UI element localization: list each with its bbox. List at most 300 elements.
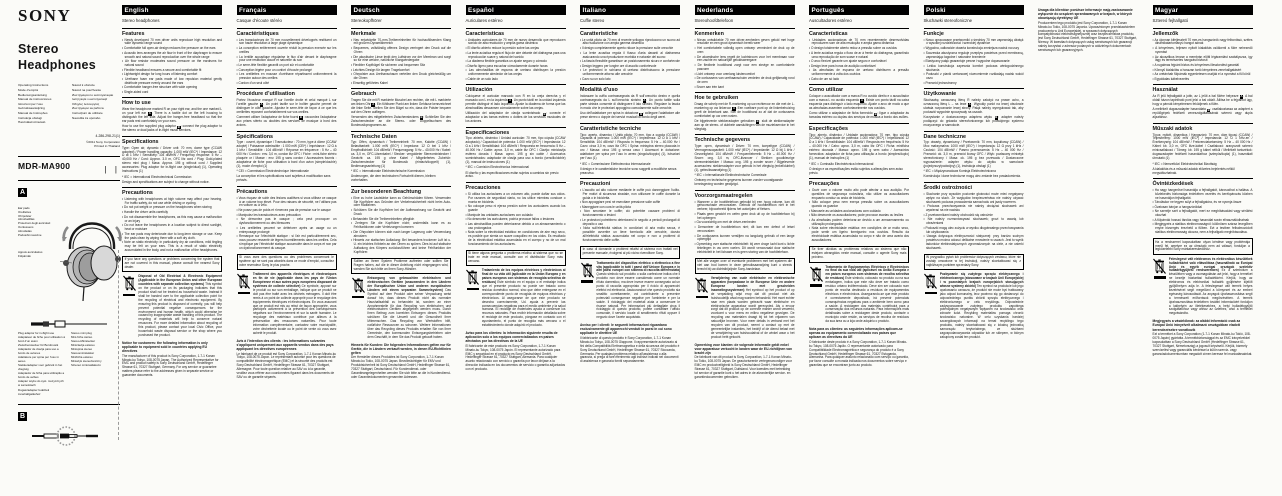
precaution-item: • A fülpárnák hosszú tárolás vagy használat során elhasználódhatnak bbox=[1153, 219, 1253, 223]
cord-label-lists bbox=[18, 331, 120, 396]
precaution-item: • Si utiliza los auriculares a un volumen alto, puede dañar sus oídos. Por razones de seguridad viaria, no los utilice mientras conduce o monta en bicicleta. bbox=[466, 193, 566, 205]
dealer-note-box: If you have any questions or problems concerning the system that are not covered in this manual, please consult the nearest Sony dealer. bbox=[122, 256, 222, 273]
precaution-item: • Eine zu hohe Lautstärke kann zu Gehörschäden führen. Verwenden Sie Kopfhörer aus Gründen der Verkehrssicherheit nicht beim Auto- oder Radfahren. bbox=[351, 197, 451, 209]
precaution-item: • Não desmonte os auscultadores; pode provocar avarias ou lesões bbox=[809, 214, 909, 218]
how-to-use-text bbox=[924, 99, 1024, 128]
earpad-label: Almohadillas bbox=[18, 217, 35, 222]
precaution-item: • Tároláskor ne tegyen súlyt a fejhallgatóra, és ne nyomja össze bbox=[1153, 201, 1253, 205]
weee-text: Entsorgung von gebrauchten elektrischen und elektronischen Geräten (anzuwenden in den Ländern der Europäischen Union und anderen europäischen Ländern mit einem separaten Sammelsystem) Das Symbol auf dem Produkt oder seiner Verpackung weist darauf hin, dass dieses Produkt nicht als normaler Haushaltsabfall zu behandeln ist, sondern an einer Annahmestelle für das Recycling von elektrischen und elektronischen Geräten abgegeben werden muss. Durch Ihren Beitrag zum korrekten Entsorgen dieses Produkts schützen Sie die Umwelt und die Gesundheit Ihrer Mitmenschen. Das Recycling von Wertstoffen hilft, natürliche Ressourcen zu schonen. Weitere Informationen über das Recycling dieses Produkts erhalten Sie von Ihrer Gemeinde, den kommunalen Entsorgungsbetrieben oder dem Geschäft, in dem Sie das Produkt gekauft haben. bbox=[367, 276, 451, 339]
manual-title: Manual de Instruções bbox=[18, 111, 48, 116]
precaution-item: • Ouvir com o volume muito alto pode afectar a sua audição. Por questões de segurança rodoviária, não utilize os auscultadores enquanto conduz ou anda de bicicleta. bbox=[809, 189, 909, 201]
column-header: Português bbox=[809, 5, 909, 15]
section-how-to-use bbox=[122, 97, 222, 133]
how-to-use-text bbox=[809, 95, 909, 120]
stereo-mini-plug-label: Stereoministekker bbox=[71, 350, 95, 355]
precaution-item: • Do not disassemble the headphones, as this may cause a malfunction or an injury bbox=[122, 216, 222, 224]
weee-symbol bbox=[122, 275, 136, 338]
precaution-item: • Uwaga dotycząca elektryczności statycznej: przy bardzo suchym powietrzu można odczuć delikatne mrowienie w uszach. Jest to wynik ładunków elektrostatycznych zgromadzonych na ciele, a nie usterki słuchawek. bbox=[924, 235, 1024, 251]
section-heading: Zur besonderen Beachtung bbox=[351, 188, 422, 195]
dealer-note-box: In caso di domande o problemi relativi al sistema non trattati nel presente manuale, rivolgersi al più vicino rivenditore Sony. bbox=[580, 246, 680, 259]
feature-item: • Design leggero per lunghe ore di ascolto confortevole bbox=[580, 65, 680, 69]
weee-text: Verwijdering van oude elektrische en elektronische apparaten (toepasbaar in de Europese Unie en andere Europese landen met gescheiden inzamelingssystemen) Het symbool op het product of op de verpakking wijst erop dat dit product niet als huishoudelijk afval mag worden behandeld. Het moet echter naar een plaats worden gebracht waar elektrische en elektronische apparatuur wordt gerecycled. Als u ervoor zorgt dat dit product op de correcte manier wordt verwerkt, voorkomt u voor mens en milieu negatieve gevolgen. De recycling van materialen draagt bij tot het vrijwaren van natuurlijke bronnen. Voor meer details in verband met het recyclen van dit product, neemt u contact op met de gemeentelijke instanties, het bedrijf of de dienst belast met de verwijdering van huishoudafval of de winkel waar u het product hebt gekocht. bbox=[710, 276, 795, 339]
figure-ref-a: A bbox=[372, 102, 375, 107]
precautions-list bbox=[351, 197, 451, 255]
weee-title: Verwijdering van oude elektrische en elektronische apparaten (toepasbaar in de Europese Unie en andere Europese landen met gescheiden inzamelingssystemen) bbox=[710, 276, 795, 292]
section-precautions bbox=[237, 186, 337, 251]
figure-ref-a: A bbox=[860, 98, 864, 103]
weee-text: Trattamento del dispositivo elettrico o elettronico a fine vita (applicabile in tutti i paesi dell’Unione Europea e in altri paesi europei con sistema di raccolta differenziata) Questo simbolo sul prodotto o sulla confezione indica che il prodotto non deve essere considerato come un normale rifiuto domestico, ma deve invece essere consegnato ad un punto di raccolta appropriato per il riciclo di apparecchi elettrici ed elettronici. Assicurandovi che questo prodotto sia smaltito correttamente, voi contribuirete a prevenire potenziali conseguenze negative per l’ambiente e per la salute. Il riciclaggio dei materiali aiuta a conservare le risorse naturali. Per informazioni più dettagliate circa il riciclaggio di questo prodotto, potete contattare l’ufficio comunale, il servizio locale di smaltimento rifiuti oppure il negozio dove l’avete acquistato. bbox=[596, 260, 680, 320]
precaution-item: • Wanneer u de hoofdtelefoon gebruikt bij een hoog volume, kan dit gehoorschade veroorzaken. Gebruik de hoofdtelefoon niet in het verkeer, bijvoorbeeld tijdens het autorijden of fietsen. bbox=[695, 201, 795, 213]
precaution-item: • Les oreillettes peuvent se détériorer après un usage ou un entreposage prolongé bbox=[237, 227, 337, 235]
specifications-paragraph: Tipo: aberto, dinâmico / Unidade accionadora: 70 mm, tipo cúpula (CCAW) / Capacidade de potência: 1.000 mW (IEC*) / Impedância: 12 Ω a 1 kHz / Sensibilidade: 104 dB/mW / Resposta em frequência: 5 Hz – 40.000 Hz / Cabo: aprox. 3,0 m, cabo litz OFC / Ficha: minificha estéreo dourada / Massa: aprox. 195 g sem cabo / Acessórios fornecidos: adaptador de ficha para utilização a bordo (simples/duplo) (1), manual de instruções (1) bbox=[809, 132, 909, 160]
specifications-note: * IEC = Commissione Elettrotecnica Internazionale bbox=[580, 161, 651, 166]
specifications-note: La conception et les spécifications sont sujettes à modification sans préavis. bbox=[236, 174, 331, 183]
feature-item: • De flexibele hoofdband zorgt voor een stevige en comfortabele pasvorm bbox=[695, 64, 795, 72]
weee-title: Trattamento del dispositivo elettrico o elettronico a fine vita (applicabile in tutti i paesi dell’Unione Europea e in altri paesi europei con sistema di raccolta differenziata) bbox=[596, 260, 680, 273]
specifications-paragraph: Type : ouvert, dynamique / Transducteur : 70 mm, type à dôme (CCAW adopté) / Puissance admissible : 1 000 mW (CEI*) / Impédance : 12 Ω à 1 kHz / Sensibilité : 104 dB/mW / Réponse en fréquence : 5 Hz – 40 000 Hz / Cordon : env. 3,0 m, cordon litz OFC / Fiche : mini-fiche stéréo plaquée or / Masse : env. 195 g sans cordon / Accessoires fournis : adaptateur de fiche pour utilisation à bord d’un avion (simple/double) (1), mode d’emploi (1) bbox=[236, 140, 337, 168]
column-header: Italiano bbox=[580, 5, 680, 15]
section-precautions bbox=[924, 182, 1024, 251]
eu-notice-body: The manufacturer of this product is Sony Corporation, 1-7-1 Konan Minato-ku Tokyo, 108-0075 Japan. The Authorized Representative for EMC and product safety is Sony Deutschland GmbH, Hedelfinger Strasse 61, 70327 Stuttgart, Germany. For any service or guarantee matters please refer to the addresses given in separate service or guarantee documents. bbox=[122, 353, 219, 378]
feature-item: • Egyoldalas kábelvezetés bbox=[1153, 78, 1253, 82]
column-polski bbox=[924, 5, 1024, 380]
weee-text: Feleslegesé vált elektromos és elektronikus készülékek hulladékként való eltávolítása (használható az Európai Unió és egyéb európai országok szelektív hulladékgyűjtési rendszereiben) Ez a szimbólum a készüléken vagy a csomagolásán azt jelzi, hogy a terméket ne kezelje háztartási hulladékként. Kérjük, hogy az elektromos és elektronikai hulladék gyűjtésére kijelölt gyűjtőhelyen adja le. A feleslegessé vált termék helyes kezelésével segít megelőzni a környezet és az emberi egészség károsodását. Az anyagok újrahasznosítása segít a természeti erőforrások megőrzésében. A termék újrahasznosítása érdekében további információért forduljon a lakhelyén az illetékesekhez, a helyi hulladékgyűjtő szolgáltatóhoz vagy ahhoz az üzlethez, ahol a terméket megvásárolta. bbox=[1168, 256, 1253, 316]
language-columns bbox=[122, 5, 1253, 380]
weee-bin-icon bbox=[924, 273, 937, 290]
precaution-item: • Opmerking over statische elektriciteit: bij zeer droge lucht kunt u lichte tintelingen in uw oren voelen. Dit wordt veroorzaakt door statische elektriciteit in het lichaam en is geen storing van de hoofdtelefoon. bbox=[695, 243, 795, 255]
specifications-note: Änderungen, die dem technischen Fortschritt dienen, bleiben vorbehalten. bbox=[351, 174, 436, 183]
section-features bbox=[466, 28, 566, 82]
manual-title: Navodila za uporabo bbox=[72, 115, 101, 120]
weee-title: Disposal of Old Electrical & Electronic Equipment (Applicable in the European Union and other European countries with separate collection systems) bbox=[138, 274, 222, 287]
specifications-note: * IEC = International Electrotechnical Commission bbox=[122, 174, 192, 179]
weee-text: Disposal of Old Electrical & Electronic Equipment (Applicable in the European Union and other European countries with separate collection systems) This symbol on the product or on its packaging indicates that this product shall not be treated as household waste. Instead it shall be handed over to the applicable collection point for the recycling of electrical and electronic equipment. By ensuring this product is disposed of correctly, you will help prevent potential negative consequences for the environment and human health, which could otherwise be caused by inappropriate waste handling of this product. The recycling of materials will help to conserve natural resources. For more detailed information about recycling of this product, please contact your local Civic Office, your household waste disposal service or the shop where you purchased the product. bbox=[138, 274, 222, 337]
weee-block bbox=[466, 269, 566, 328]
how-to-use-paragraph: Utilización del adaptador de clavija suministrado B: conecte el adaptador a las tomas estéreo o dobles de los servicios musicales de los aviones. bbox=[465, 111, 566, 124]
how-to-use-paragraph: Coloque o auscultador com a marca R no ouvido direito e o auscultador com a marca L no ouvido esquerdo A. Existe um ponto táctil na caixa esquerda para distinguir o lado esquerdo. Ajuste o arco de modo a que as almofadas assentem confortavelmente nos ouvidos. bbox=[809, 94, 909, 110]
section-how-to-use bbox=[237, 88, 337, 128]
section-specifications bbox=[695, 134, 795, 187]
feature-item: • La lentille acoustique régularise le flux d’air devant le diaphragme pour une restitution douce et naturelle du son bbox=[237, 56, 337, 64]
feature-item: • Az uretánhab fülpárnák egyenletesen osztják el a nyomást a fül körül bbox=[1153, 73, 1253, 77]
how-to-use-text bbox=[122, 108, 222, 133]
precaution-item: • Ne posez pas de poids et n’exercez pas de pression sur le casque bbox=[237, 209, 337, 213]
column-header: English bbox=[122, 5, 222, 15]
column-subtitle: Stereohoofdtelefoon bbox=[694, 17, 734, 23]
dealer-note-box: Se tiver dúvidas ou problemas relativos ao sistema que não estejam abrangidos neste manual, consulte o agente Sony mais próximo. bbox=[809, 246, 909, 263]
dealer-note-box: Si vous avez des questions ou des problèmes concernant le système qui ne sont pas abordés dans ce mode d’emploi, consultez votre revendeur Sony le plus proche. bbox=[237, 254, 337, 271]
dealer-note-box: W przypadku pytań lub problemów dotyczących zestawu, które nie zostały omowione w tej instrukcji, należy skontaktować się z najbliższym punktem sprzedaży Sony. bbox=[924, 254, 1024, 271]
precaution-item: • Nota sobre la electricidad estática: en condiciones de aire muy seco, es posible que sienta un suave cosquilleo en los oídos. Es resultado de la electricidad estática acumulada en el cuerpo y no de un mal funcionamiento de los auriculares. bbox=[466, 231, 566, 247]
precaution-item: • Do not put weight or pressure on the headphones when storing bbox=[122, 206, 222, 210]
weee-bin-icon bbox=[466, 269, 479, 286]
section-heading: Technische gegevens bbox=[694, 137, 751, 144]
section-heading: Specifications bbox=[122, 138, 159, 145]
earpad-label: Poduszki nauszne bbox=[18, 233, 42, 238]
plug-adaptor-label: Adapter wtyku do syst. muzycznych w samolotach bbox=[18, 379, 64, 388]
weee-bin-icon bbox=[237, 273, 250, 290]
weee-bin-icon bbox=[123, 275, 136, 292]
feature-item: • Les transducteurs de 70 mm nouvellement développés restituent un son haute résolution à large plage dynamique bbox=[237, 39, 337, 47]
section-heading: Műszaki adatok bbox=[1152, 125, 1193, 132]
feature-item: • Lightweight design for long hours of listening comfort bbox=[122, 73, 222, 77]
column-header: Deutsch bbox=[351, 5, 451, 15]
section-heading: Spécifications bbox=[236, 133, 274, 140]
column-subtitle: Sztereó fejhallgató bbox=[1152, 17, 1189, 23]
plug-adaptor-label: Dugaszadapter fedélzeti zenehallgatáshoz bbox=[18, 387, 50, 396]
column-header: Polski bbox=[924, 5, 1024, 15]
feature-item: • Bequemes, vollständig offenes Design verringert den Druck auf die Ohren bbox=[351, 47, 451, 55]
how-to-use-paragraph: Tragen Sie die mit R markierte Muschel am rechten, die mit L markierte am linken Ohr A. Ein fühlbarer Punkt am linken Gehäuse kennzeichnet die linke Seite. Stellen Sie den Bügel so ein, dass die Polster bequem auf den Ohren aufliegen. bbox=[351, 98, 451, 114]
precaution-item: • Ha nagy hangerővel használja a fejhallgatót, károsodhat a hallása. A közlekedés biztonsága érdekében vezetés és kerékpározás közben ne használjon fejhallgatót. bbox=[1153, 189, 1253, 201]
column-english bbox=[122, 5, 222, 380]
earpad-label: Oreillettes bbox=[18, 209, 32, 214]
copyright-line bbox=[18, 140, 120, 149]
section-how-to-use bbox=[466, 84, 566, 124]
figure-a-label: A bbox=[19, 188, 26, 196]
weee-black-bar bbox=[467, 288, 479, 291]
plug-adaptor-label: Adaptador de clavija para uso a bordo de aviones bbox=[18, 346, 59, 355]
manual-titles-col2 bbox=[72, 83, 120, 125]
section-how-to-use bbox=[580, 84, 680, 120]
manual-title: Gebruiksaanwijzing bbox=[18, 106, 45, 111]
how-to-use-text bbox=[351, 99, 451, 128]
manual-title: Instrucţiuni de utilizare bbox=[72, 111, 103, 116]
precaution-item: • Słuchanie przy wysokim poziomie głośności może mieć negatywny wpływ na słuch. Ze względów bezpieczeństwa nie należy używać słuchawek podczas prowadzenia samochodu ani jazdy rowerem. bbox=[924, 193, 1024, 205]
how-to-use-paragraph: Wear the headphone marked R on your right ear, and the one marked L on your left ear A. There is a tactile dot on the left housing to distinguish the left side. Adjust the hanger-free headband so that the ear pads rest comfortably on your ears. bbox=[122, 107, 222, 123]
precaution-item: • Le protezioni potrebbero deteriorarsi in seguito a periodi prolungati di deposito o uso bbox=[580, 219, 680, 227]
specifications-text bbox=[924, 141, 1024, 168]
feature-item: • Les oreillettes en mousse d’uréthane répartissent uniformément la pression autour des oreilles bbox=[237, 73, 337, 81]
feature-item: • O arco flexível garante um ajuste seguro e confortável bbox=[809, 60, 909, 64]
precautions-list bbox=[122, 198, 222, 253]
section-features bbox=[580, 28, 680, 82]
eu-notice-title: Uwaga dla klientów: poniższe informacje mają zastosowanie wyłącznie do urządzeń sprzedawanych w krajach, w których obowiązują dyrektywy UE bbox=[1038, 8, 1133, 21]
section-heading: Kenmerken bbox=[694, 30, 724, 37]
precautions-list bbox=[466, 193, 566, 247]
stereo-mini-plug-label: Miniwtyk stereofoniczny bbox=[71, 359, 102, 364]
specifications-paragraph: Type: open, dynamisch / Driver: 70 mm, koepeltype (CCAW) / Vermogenscapaciteit: 1.000 mW (IEC*) / Impedantie: 12 Ω bij 1 kHz / Gevoeligheid: 104 dB/mW / Frequentiebereik: 5 Hz – 40.000 Hz / Snoer: ong. 3,0 m, OFC-litzsnoer / Stekker: goudkleurige stereoministekker / Massa: ong. 195 g zonder snoer / Bijgeleverde accessoires: stekkeradapter voor gebruik in het vliegtuig (enkel/dubbel) (1), gebruiksaanwijzing (1) bbox=[694, 144, 795, 172]
feature-item: • Air flow resistor moderates sound pressure on the eardrums for natural sound bbox=[122, 60, 222, 68]
column-subtitle: Stereo headphones bbox=[122, 17, 160, 23]
section-features bbox=[351, 28, 451, 86]
column-subtitle: Słuchawki stereofoniczne bbox=[923, 17, 972, 23]
weee-black-bar bbox=[581, 280, 593, 283]
weee-bin-icon bbox=[581, 262, 594, 279]
specifications-note: El diseño y las especificaciones están sujetos a cambios sin previo aviso. bbox=[465, 170, 559, 179]
feature-item: • Soczewka akustyczna reguluje przepływ powietrza przed membraną, zapewniając łagodne i naturalne brzmienie bbox=[924, 52, 1024, 60]
specifications-text bbox=[466, 137, 566, 164]
features-list bbox=[122, 39, 222, 95]
specifications-note: Il design e le caratteristiche tecniche sono soggetti a modifiche senza preavviso. bbox=[580, 166, 677, 175]
precaution-item: • L’ascolto ad alto volume mediante le cuffie può danneggiare l’udito. Per motivi di sicurezza stradale, non utilizzare le cuffie durante la guida o in bicicletta. bbox=[580, 189, 680, 201]
feature-item: • Cable de un solo lado bbox=[466, 78, 566, 82]
precaution-item: • Manipulez les transducteurs avec précaution bbox=[237, 214, 337, 218]
feature-item: • De oorkussens van urethaanschuim verdelen de druk gelijkmatig rond de oren bbox=[695, 77, 795, 85]
weee-title: Traitement des appareils électriques et électroniques en fin de vie (applicable dans les pays de l’Union Européenne et aux autres pays européens disposant de systèmes de collecte sélective) bbox=[252, 272, 337, 289]
section-precautions bbox=[1153, 178, 1253, 235]
dealer-note-box: Sollten an Ihrem System Probleme auftreten oder sollten Sie Fragen haben, auf die in dieser Anleitung nicht eingegangen wird, wenden Sie sich bitte an Ihren Sony-Händler. bbox=[351, 258, 451, 275]
section-heading: Especificações bbox=[809, 125, 848, 132]
weee-block bbox=[695, 277, 795, 340]
precaution-item: • Non smontare le cuffie; ciò potrebbe causare problemi di funzionamento o lesioni bbox=[580, 210, 680, 218]
section-heading: How to use bbox=[122, 100, 151, 107]
feature-item: • Het comfortabele volledig open ontwerp vermindert de druk op de oren bbox=[695, 47, 795, 55]
column-italiano bbox=[580, 5, 680, 380]
section-features bbox=[924, 28, 1024, 86]
manual-title: Návod na používanie bbox=[72, 87, 102, 92]
weee-bin-icon bbox=[695, 277, 708, 294]
section-heading: Użytkowanie bbox=[923, 91, 957, 98]
feature-item: • Il design completamente aperto riduce la pressione sulle orecchie bbox=[580, 47, 680, 51]
section-features bbox=[809, 28, 909, 82]
column-subtitle: Stereokopfhörer bbox=[351, 17, 382, 23]
section-specifications bbox=[809, 123, 909, 176]
section-heading: Caratteristiche tecniche bbox=[580, 125, 642, 132]
section-features bbox=[695, 28, 795, 90]
how-to-use-text bbox=[237, 99, 337, 128]
precaution-item: • Nota sobre electricidade estática: em condições de ar muito seco, pode sentir um ligeiro formigueiro nos ouvidos. Resulta da electricidade estática acumulada no corpo e não de uma avaria dos auscultadores. bbox=[809, 227, 909, 243]
precautions-list bbox=[580, 189, 680, 243]
section-how-to-use bbox=[809, 84, 909, 120]
figure-ref-a: A bbox=[148, 111, 151, 116]
how-to-use-paragraph: De bijgeleverde stekkeradapter gebruiken B: sluit de stekkeradapter aan op de stereo- of dubbele aansluitingen van de muziekservice in het vliegtuig. bbox=[694, 119, 795, 131]
section-heading: Funkcje bbox=[923, 30, 944, 37]
figure-ref-a: A bbox=[260, 102, 263, 107]
feature-item: • Licht ontwerp voor urenlang luistercomfort bbox=[695, 73, 795, 77]
section-heading: Środki ostrożności bbox=[923, 184, 973, 191]
how-to-use-paragraph: Uso dell’adattatore per spina in dotazione B: collegare l’adattatore alle prese stereo o doppie dei servizi musicali di bordo degli aerei. bbox=[580, 111, 680, 120]
specifications-note: * IEC = Nemzetközi Elektrotechnikai Bizottság bbox=[1152, 161, 1217, 166]
how-to-use-paragraph: Indossare la cuffia contrassegnata da R sull’orecchio destro e quella contrassegnata da L sull’orecchio sinistro A. Un punto tattile sulla parte sinistra consente di distinguere il lato sinistro. Regolare la fascia in modo che le protezioni appoggino comodamente sulle orecchie. bbox=[580, 94, 680, 110]
figure-ref-a: A bbox=[1240, 94, 1243, 99]
manual-title: Инструкции за работа bbox=[72, 106, 104, 111]
feature-item: • Comfortable hanger-free structure with wide opening bbox=[122, 86, 222, 90]
plug-adaptor-labels bbox=[18, 331, 66, 396]
figure-ref-b: B bbox=[543, 111, 546, 116]
earpad-label: Fülpárnák bbox=[18, 253, 31, 258]
eu-notice-title: Hinweis für Kunden: Die folgenden Informationen gelten nur für Geräte, die in Ländern verkauft werden, in denen EU-Richtlinien gelten bbox=[351, 342, 451, 355]
how-to-use-text bbox=[466, 95, 566, 124]
feature-item: • Flexible headband ensures a secure and comfortable fit bbox=[122, 69, 222, 73]
specifications-paragraph: Typ: otwarty, dynamiczny / Przetwornik: 70 mm, kopułkowy (CCAW) / Moc maksymalna: 1000 mW (IEC*) / Impedancja: 12 Ω przy 1 kHz / Czułość: 104 dB/mW / Pasmo przenoszenia: 5 Hz – 40 000 Hz / Przewód: ok. 3,0 m, przewód licowy OFC / Wtyk: pozłacany miniwtyk stereofoniczny / Masa: ok. 195 g bez przewodu / Dostarczone wyposażenie: adapter wtyku do użytku w samolocie (pojedynczy/podwójny) (1), instrukcja obsługi (1) bbox=[923, 140, 1024, 168]
specifications-note: A kialakítás és a műszaki adatok előzetes bejelentés nélkül megváltozhatnak. bbox=[1152, 166, 1235, 175]
feature-item: • Könnyű kialakítás a hosszan tartó kényelmes zenehallgatásért bbox=[1153, 69, 1253, 73]
section-heading: Precautions bbox=[122, 190, 153, 197]
precaution-item: • Óvatosan bánjon a hangszórókkal bbox=[1153, 206, 1253, 210]
section-heading: Modalità d’uso bbox=[580, 87, 618, 94]
section-heading: Merkmale bbox=[351, 30, 376, 37]
plug-adaptor-label: Stekkeradapter voor gebruik in het vliegtuig bbox=[18, 363, 63, 372]
weee-block bbox=[924, 273, 1024, 339]
feature-item: • Snoer aan één kant bbox=[695, 86, 795, 90]
specifications-text bbox=[695, 145, 795, 172]
figure-ref-b: B bbox=[177, 124, 180, 129]
plug-adaptor-label: Adattatore per spina per l’uso in aereo bbox=[18, 355, 59, 364]
stereo-mini-plug-label: Miniclavija estéreo bbox=[71, 342, 95, 347]
feature-item: • Flexibler Kopfbügel für sicheren und bequemen Sitz bbox=[351, 64, 451, 68]
precaution-item: • Handle the driver units carefully bbox=[122, 211, 222, 215]
plug-adaptor-illustration-icon bbox=[26, 425, 112, 451]
column-subtitle: Cuffie stereo bbox=[580, 17, 605, 23]
weee-bin-icon bbox=[810, 266, 823, 283]
fold-mark bbox=[118, 250, 119, 440]
specifications-paragraph: Tipo: aperto, dinamico / Unità pilota: 70 mm, tipo a cupola (CCAW) / Capacità di potenza: 1.000 mW (IEC*) / Impedenza: 12 Ω a 1 kHz / Sensibilità: 104 dB/mW / Risposta in frequenza: 5 Hz – 40.000 Hz / Cavo: circa 3,0 m, cavo litz OFC / Spina: minispina stereo placcata in oro / Massa: circa 195 g senza cavo / Accessori in dotazione: adattatore per spina per l’uso in aereo (singolo/doppio) (1), istruzioni per l’uso (1) bbox=[580, 132, 680, 160]
precaution-item: • Poduszki mogą ulec zużyciu w wyniku długotrwałego przechowywania lub użytkowania bbox=[924, 227, 1024, 235]
section-specifications bbox=[237, 131, 337, 184]
weee-symbol bbox=[1153, 258, 1167, 317]
headphones-illustration-icon bbox=[60, 201, 124, 305]
section-features bbox=[1153, 28, 1253, 82]
feature-item: • Leichtes Design für langen Tragekomfort bbox=[351, 69, 451, 73]
figure-ref-b: B bbox=[420, 115, 423, 120]
feature-item: • A rugalmas fejpánt biztos és kényelmes illeszkedést garantál bbox=[1153, 64, 1253, 68]
section-how-to-use bbox=[695, 92, 795, 132]
weee-text: Traitement des appareils électriques et électroniques en fin de vie (applicable dans les pays de l’Union Européenne et aux autres pays européens disposant de systèmes de collecte sélective) Ce symbole, apposé sur le produit ou sur son emballage, indique que ce produit ne doit pas être traité avec les déchets ménagers. Il doit être remis à un point de collecte approprié pour le recyclage des équipements électriques et électroniques. En vous assurant que ce produit est mis au rebut de façon appropriée, vous participez activement à la prévention des conséquences négatives sur l’environnement et sur la santé humaine. Le recyclage des matériaux contribue par ailleurs à la préservation des ressources naturelles. Pour toute information complémentaire, contactez votre municipalité, votre déchetterie locale ou le point de vente où vous avez acheté le produit. bbox=[252, 272, 337, 335]
figure-ref-b: B bbox=[874, 111, 877, 116]
weee-block bbox=[237, 273, 337, 336]
column-header: Nederlands bbox=[695, 5, 795, 15]
precaution-item: • Vous risquez de subir des lésions auditives si vous utilisez ce casque à un volume trop élevé. Pour des raisons de sécurité, ne l’utilisez pas en voiture ou à vélo. bbox=[237, 197, 337, 209]
column-magyar bbox=[1153, 5, 1253, 380]
weee-text: Pozbywanie się zużytego sprzętu elektrycznego i elektronicznego (stosowane w krajach Unii Europejskiej i w pozostałych krajach europejskich stosujących własne systemy zbiórki) Ten symbol na produkcie lub jego opakowaniu oznacza, że produkt nie może być traktowany jako odpad komunalny, lecz powinno się go dostarczyć do odpowiedniego punktu zbiórki sprzętu elektrycznego i elektronicznego w celu recyklingu. Odpowiednie zadysponowanie zużytego produktu zapobiega potencjalnym negatywnym wpływom na środowisko oraz zdrowie ludzi. Recykling materiałów pomaga chronić środowisko naturalne. W celu uzyskania bardziej szczegółowych informacji na temat recyklingu tego produktu, należy skontaktować się z lokalną jednostką samorządu terytorialnego, ze służbami zagospodarowywania odpadów lub ze sklepem, w którym zakupiony został ten produkt. bbox=[939, 272, 1024, 339]
how-to-use-text bbox=[580, 95, 680, 120]
feature-item: • La lente acústica regula el flujo de aire delante del diafragma para una reproducción suave y natural del sonido bbox=[466, 52, 566, 60]
manual-title: Інструкція з експлуатації bbox=[72, 97, 108, 102]
precaution-item: • Remarque sur l’électricité statique : si l’air est particulièrement sec, vous pouvez ressentir de légers fourmillements dans les oreilles. Cela s’explique par l’électricité statique accumulée dans le corps et non par un dysfonctionnement du casque. bbox=[237, 235, 337, 251]
eu-notice-body: De fabrikant van dit product is Sony Corporation, 1-7-1 Konan Minato-ku Tokio, 108-0075 Japan. De geautoriseerde vertegenwoordiger voor EMC en productveiligheid is Sony Deutschland GmbH, Hedelfinger Strasse 61, 70327 Stuttgart, Duitsland. Voor kwesties met betrekking tot service of garantie kunt u het adres in de afzonderlijke service- en garantiedocumenten gebruiken. bbox=[694, 355, 792, 379]
section-precautions bbox=[122, 187, 222, 253]
section-heading: Gebrauch bbox=[351, 91, 377, 98]
eu-notice-title: Avviso per i clienti: le seguenti informazioni riguardano esclusivamente gli apparecchi venduti in paesi in cui sono applicate le direttive UE bbox=[580, 323, 672, 336]
eu-notice-body: Ezt a terméket a Sony Corporation (1-7-1 Konan Minato-ku Tokió, 108-0075 Japán) gyártotta. A termékbiztonsággal és az EMC irányelvekkel kapcsolatban a Sony Deutschland GmbH (Hedelfinger Strasse 61, 70327 Stuttgart, Németország) a jogosult képviselő. Kérjük, bármely szervizelési vagy garanciális kérdéssel a külön szerviz- vagy garanciadokumentumban megadott címen keresse fel munkatársainkat. bbox=[1152, 332, 1253, 356]
dealer-note-box: Ha a rendszerrel kapcsolatban olyan kérdése vagy problémája merül fel, amelyre ez az útmutató nem ad választ, forduljon a legközelebbi Sony márkakereskedőhöz. bbox=[1153, 238, 1253, 255]
weee-black-bar bbox=[810, 284, 822, 287]
how-to-use-paragraph: Słuchawkę oznaczoną literą R należy założyć na prawe ucho, a oznaczoną literą L – na lewe A. Wypukły punkt na lewej obudowie ułatwia rozpoznanie lewej strony. Pałąk należy wyregulować tak, aby poduszki wygodnie spoczywały na uszach. bbox=[923, 98, 1024, 114]
earpad-label: Appuis auriculaires bbox=[18, 249, 43, 254]
weee-title: Entsorgung von gebrauchten elektrischen und elektronischen Geräten (anzuwenden in den Ländern der Europäischen Union und anderen europäischen Ländern mit einem separaten Sammelsystem) bbox=[367, 276, 451, 292]
weee-symbol bbox=[237, 273, 251, 336]
figure-ref-b: B bbox=[756, 119, 759, 124]
features-list bbox=[466, 39, 566, 82]
section-heading: Óvintézkedések bbox=[1152, 181, 1194, 187]
feature-item: • Neu entwickelte 70-mm-Treibereinheiten für hochauflösenden Klang mit großem Dynamikbereich bbox=[351, 39, 451, 47]
feature-item: • Az akusztikus lencse a membrán előtti légáramlást szabályozza, így lágy és természetes hangzást biztosít bbox=[1153, 56, 1253, 64]
specifications-text bbox=[580, 134, 680, 161]
section-precautions bbox=[809, 178, 909, 243]
section-specifications bbox=[924, 131, 1024, 180]
section-specifications bbox=[580, 123, 680, 176]
how-to-use-paragraph: Portez l’écouteur marqué R sur l’oreille droite et celui marqué L sur l’oreille gauche A. Un point tactile sur le boîtier gauche permet de distinguer le côté gauche. Ajustez le serre-tête de façon à ce que les oreillettes reposent confortablement sur vos oreilles. bbox=[236, 98, 337, 114]
precaution-item: • Podczas przechowywania nie należy obciążać słuchawek ani wywierać na nie nacisku bbox=[924, 205, 1024, 213]
specifications-note: Ontwerp en technische gegevens kunnen zonder voorafgaande kennisgeving worden gewijzigd. bbox=[694, 178, 783, 187]
product-title bbox=[18, 42, 120, 73]
precaution-item: • Nota sull’elettricità statica: in condizioni di aria molto secca, è possibile avvertire un lieve formicolio alle orecchie, dovuto all’elettricità statica accumulata nel corpo e non a problemi di funzionamento delle cuffie. bbox=[580, 227, 680, 243]
specifications-note: * IEC = Międzynarodowa Komisja Elektrotechniczna bbox=[923, 169, 996, 174]
stereo-mini-plug-label: Mini-fiche stéréo bbox=[71, 334, 93, 339]
dealer-note-box: Si tiene alguna pregunta o problema relativo al sistema que no se trate en este manual, consulte con el distribuidor Sony más cercano. bbox=[466, 250, 566, 267]
stereo-mini-plug-labels bbox=[71, 331, 119, 396]
copyright-text: ©2011 Sony Corporation bbox=[86, 140, 120, 145]
specifications-note: * IEC = Internationale Elektrotechnische Kommission bbox=[351, 169, 425, 174]
eu-notice-title: Notice for customers: the following information is only applicable to equipment sold in countries applying EU directives bbox=[122, 340, 208, 354]
weee-symbol bbox=[695, 277, 709, 340]
specifications-note: * IEC = Comisión Electrotécnica Internacional bbox=[465, 165, 529, 170]
features-list bbox=[924, 39, 1024, 86]
how-to-use-text bbox=[695, 103, 795, 132]
precaution-item: • Manipule las unidades auriculares con cuidado bbox=[466, 214, 566, 218]
specifications-note: O design e as especificações estão sujeitos a alterações sem aviso prévio. bbox=[809, 166, 903, 175]
figure-ref-a: A bbox=[732, 106, 735, 111]
features-list bbox=[351, 39, 451, 86]
precaution-item: • Não coloque peso nem exerça pressão sobre os auscultadores quando os guardar bbox=[809, 201, 909, 209]
feature-item: • Urethane foam ear pads made of low repulsion material gently distribute pressure evenly around the ears bbox=[122, 78, 222, 86]
feature-item: • A lente acústica regula o fluxo de ar à frente do diafragma, garantindo uma reprodução de som suave e natural bbox=[809, 52, 909, 60]
eu-notice-title: Aviso para los clientes: la información siguiente resulta de aplicación solo a los equipos comercializados en países afectados por las directivas de la UE bbox=[465, 331, 558, 344]
figure-ref-b: B bbox=[299, 115, 302, 120]
feature-item: • Conception légère pour un confort d’écoute prolongé bbox=[237, 69, 337, 73]
section-heading: Características bbox=[809, 30, 848, 37]
manual-title: Használati útmutató bbox=[18, 120, 46, 125]
weee-black-bar bbox=[1154, 276, 1166, 279]
feature-item: • Design leve para horas de audição confortável bbox=[809, 65, 909, 69]
feature-item: • Comfortable full open-air design reduces the pressure on the ears bbox=[122, 47, 222, 51]
precaution-item: • De oorkussens kunnen verslijten na langdurig gebruik of een lange opbergtijd bbox=[695, 235, 795, 243]
figure-b-label: B bbox=[19, 412, 26, 420]
features-list bbox=[809, 39, 909, 82]
how-to-use-paragraph: A mellékelt dugaszadapter használata B: csatlakoztassa az adaptert a repülőgépek fedélzeti zeneszolgáltatásának sztereó vagy dupla aljzatához. bbox=[1152, 107, 1253, 120]
section-precautions bbox=[466, 182, 566, 247]
specifications-text bbox=[351, 141, 451, 168]
feature-item: • Die akustische Linse lenkt den Luftstrom vor der Membran und sorgt so für eine weiche, natürliche Klangwiedergabe bbox=[351, 56, 451, 64]
specifications-paragraph: Tipo: abierto, dinámico / Unidad auricular: 70 mm, tipo cúpula (CCAW adoptado) / Capacidad de potencia: 1.000 mW (IEC*) / Impedancia: 12 Ω a 1 kHz / Sensibilidad: 104 dB/mW / Respuesta en frecuencia: 5 Hz – 40.000 Hz / Cable: aprox. 3,0 m, cable litz OFC / Clavija: miniclavija estéreo dorada / Masa: aprox. 195 g sin cable / Accesorios suministrados: adaptador de clavija para uso a bordo (sencillo/doble) (1), manual de instrucciones (1) bbox=[465, 136, 566, 164]
feature-item: • A kényelmes, teljesen nyitott kialakítás csökkenti a fülre nehezedő nyomást bbox=[1153, 47, 1253, 55]
section-how-to-use bbox=[1153, 84, 1253, 120]
how-to-use-paragraph: Draag de schelp met de R-markering op uw rechteroor en die met de L-markering op uw linkeroor A. Een voelbare punt op de linkerbehuizing geeft de linkerkant aan. Stel de hoofdband zo af dat de oorkussens comfortabel op uw oren rusten. bbox=[694, 101, 795, 118]
plug-adaptor-label: Adaptador de ficha para utilização a bordo de aviões bbox=[18, 371, 65, 380]
column-subtitle: Auriculares estéreo bbox=[465, 17, 503, 23]
earpad-label: Oorkussens bbox=[18, 225, 34, 230]
eu-notice-title: Nota para os clientes: as seguintes informações aplicam-se apenas ao equipamento comercializado nos países que aplicam as directivas da UE bbox=[809, 327, 903, 340]
feature-item: • Le unità pilota da 70 mm di recente sviluppo riproducono un suono ad alta risoluzione con ampia gamma dinamica bbox=[580, 39, 680, 47]
how-to-use-paragraph: Como utilizar o adaptador de ficha fornecido B: ligue o adaptador às tomadas estéreo ou duplas dos serviços de música a bordo dos aviões. bbox=[809, 111, 910, 120]
weee-black-bar bbox=[925, 292, 937, 295]
feature-item: • Cavo su un solo lato bbox=[580, 78, 680, 82]
sidebar bbox=[18, 0, 120, 496]
features-list bbox=[1153, 39, 1253, 82]
weee-title: Feleslegesé vált elektromos és elektronikus készülékek hulladékként való eltávolítása (használható az Európai Unió és egyéb európai országok szelektív hulladékgyűjtési rendszereiben) bbox=[1168, 256, 1253, 273]
precaution-item: • Zerlegen Sie die Kopfhörer nicht; andernfalls kann es zu Fehlfunktionen oder Verletzungen kommen bbox=[351, 222, 451, 230]
column-continuation-Polski bbox=[1038, 5, 1138, 380]
figure-ref-b: B bbox=[995, 115, 998, 120]
feature-item: • Las almohadillas de espuma de uretano distribuyen la presión uniformemente alrededor de las orejas bbox=[466, 69, 566, 77]
how-to-use-paragraph: Korzystanie z dostarczonego adaptera wtyku B: adapter należy podłączyć do gniazda stereofonicznego lub podwójnego systemu muzycznego w samolocie. bbox=[923, 115, 1024, 128]
precaution-item: • Do not leave the headphones in a location subject to direct sunlight, heat or moisture bbox=[122, 224, 222, 232]
weee-block bbox=[809, 266, 909, 325]
figure-ref-a: A bbox=[509, 98, 512, 103]
section-specifications bbox=[122, 136, 222, 185]
weee-block bbox=[122, 275, 222, 338]
stereo-mini-plug-label: Minificha estéreo bbox=[71, 355, 93, 360]
registration-marks: | | bbox=[104, 164, 120, 174]
precaution-item: • Ne szerelje szét a fejhallgatót, mert ez meghibásodást vagy sérülést okozhat bbox=[1153, 210, 1253, 218]
how-to-use-paragraph: How to use the supplied plug adaptor B: connect the plug adaptor to the stereo or dual jacks of in-flight music services. bbox=[122, 124, 222, 133]
weee-symbol bbox=[580, 262, 594, 321]
manual-title: Инструкция по эксплуатации bbox=[72, 92, 114, 97]
precaution-item: • Las almohadillas pueden deteriorarse debido a un almacenamiento o uso prolongados bbox=[466, 223, 566, 231]
feature-item: • Az újonnan kifejlesztett 70 mm-es hangszórók nagy felbontású, széles dinamikatartományú hangot adnak bbox=[1153, 39, 1253, 47]
feature-item: • El diseño abierto reduce la presión sobre las orejas bbox=[466, 47, 566, 51]
